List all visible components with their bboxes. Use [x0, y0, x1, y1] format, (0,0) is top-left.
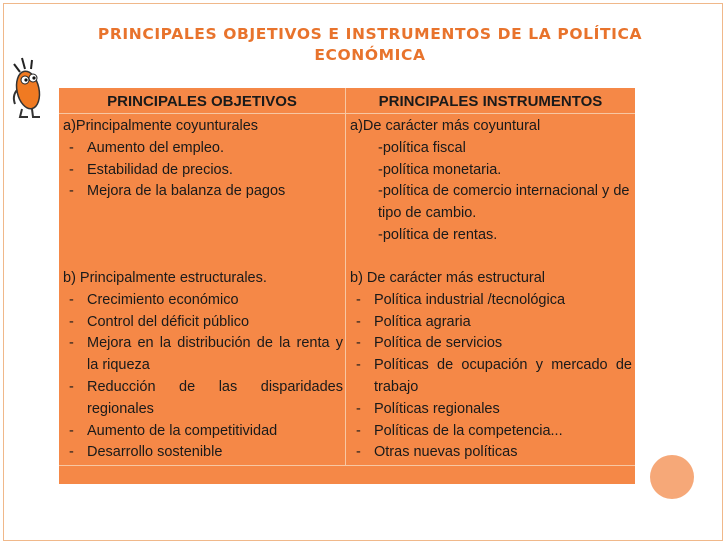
group-title: b) De carácter más estructural	[350, 270, 546, 286]
title-line-2: ECONÓMICA	[314, 46, 426, 64]
list-item: - Política industrial /tecnológica	[350, 290, 632, 312]
list-item: - Aumento de la competitividad	[63, 421, 343, 443]
objectives-column-structural	[63, 268, 343, 464]
header-objectives: PRINCIPALES OBJETIVOS	[107, 93, 297, 110]
header-instruments: PRINCIPALES INSTRUMENTOS	[378, 93, 603, 110]
bottom-divider	[59, 465, 635, 466]
list-item: -política fiscal	[378, 139, 466, 156]
group-title: b) Principalmente estructurales.	[63, 270, 267, 286]
title-line-1: PRINCIPALES OBJETIVOS E INSTRUMENTOS DE LA POLÍTICA	[97, 25, 643, 43]
list-item: - Mejora de la balanza de pagos	[63, 181, 343, 203]
cartoon-character-icon	[6, 54, 66, 124]
list-item: -política de comercio internacional y de tipo de cambio.	[378, 183, 630, 222]
slide-title	[40, 24, 700, 66]
group-title: a)De carácter más coyuntural	[350, 118, 541, 134]
list-item: - Aumento del empleo.	[63, 138, 343, 160]
list-item: - Estabilidad de precios.	[63, 160, 343, 182]
column-divider	[345, 88, 346, 465]
group-title: a)Principalmente coyunturales	[63, 118, 259, 134]
instruments-column	[350, 116, 632, 247]
instruments-column-structural	[350, 268, 632, 464]
list-item: - Política agraria	[350, 312, 632, 334]
list-item: - Control del déficit público	[63, 312, 343, 334]
objectives-column	[63, 116, 343, 203]
list-item: - Crecimiento económico	[63, 290, 343, 312]
list-item: - Desarrollo sostenible	[63, 442, 343, 464]
list-item: - Políticas regionales	[350, 399, 632, 421]
list-item: -política monetaria.	[378, 161, 502, 178]
list-item: -política de rentas.	[378, 226, 498, 243]
list-item: - Reducción de las disparidades regionales	[63, 377, 343, 421]
list-item: - Políticas de ocupación y mercado de trabajo	[350, 355, 632, 399]
decorative-circle	[650, 455, 694, 499]
header-divider	[59, 113, 635, 114]
list-item: - Otras nuevas políticas	[350, 442, 632, 464]
list-item: - Mejora en la distribución de la renta y la riqueza	[63, 333, 343, 377]
list-item: - Política de servicios	[350, 333, 632, 355]
list-item: - Políticas de la competencia...	[350, 421, 632, 443]
